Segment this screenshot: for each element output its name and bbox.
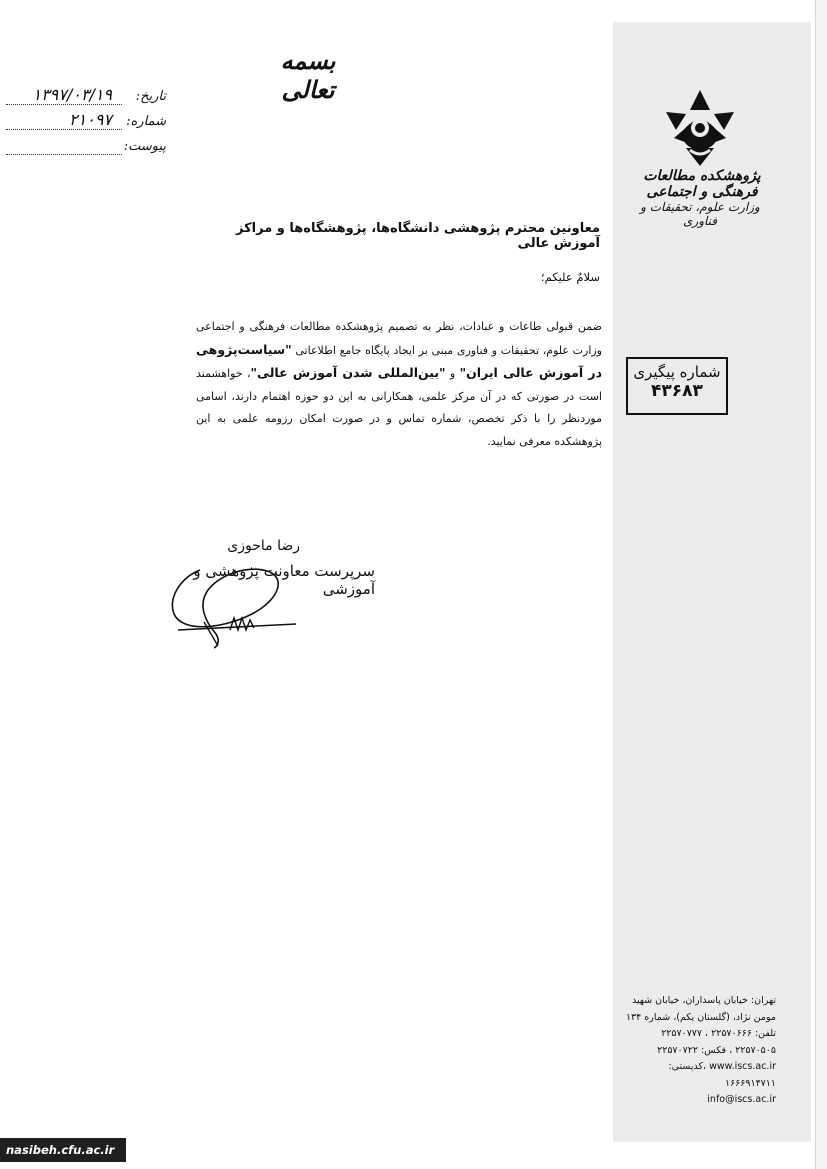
attachment-row xyxy=(6,139,166,157)
watermark-label: nasibeh.cfu.ac.ir xyxy=(0,1138,126,1162)
body-part-1: ضمن قبولی طاعات و عبادات، نظر به تصمیم پژوهشکده مطالعات فرهنگی و اجتماعی وزارت علوم، تحقیقات و فناوری مبنی بر ایجاد پایگاه جامع اطلاعاتی xyxy=(196,320,602,357)
ministry-name: وزارت علوم، تحقیقات و فناوری xyxy=(640,200,760,228)
date-row xyxy=(6,85,166,107)
address-website: www.iscs.ac.ir ،کدپستی: ۱۶۶۶۹۱۴۷۱۱ xyxy=(668,1061,776,1089)
body-part-2: و xyxy=(445,367,460,380)
institute-name: پژوهشکده مطالعات فرهنگی و اجتماعی xyxy=(643,168,761,200)
greeting: سلامٌ علیکم؛ xyxy=(540,270,600,284)
letter-body xyxy=(196,316,602,453)
attachment-label: پیوست: xyxy=(123,139,166,154)
address-line-2: مومن نژاد، (گلستان یکم)، شماره ۱۳۴ xyxy=(625,1011,776,1023)
address-fax: ۲۲۵۷۰۵۰۵ ، فکس: ۲۲۵۷۰۷۲۲ xyxy=(657,1044,776,1056)
tracking-label: شماره پیگیری xyxy=(633,363,721,381)
date-value: ۱۳۹۷/۰۳/۱۹ xyxy=(32,85,112,104)
body-part-3: ، خواهشمند است در صورتی که در آن مرکز علمی، همکارانی به این دو حوزه اهتمام دارند، اسامی موردنظر را با ذکر تخصص، شماره تماس و در صورت امکان رزومه علمی به این پژوهشکده معرفی نمایید. xyxy=(196,367,602,448)
institute-logo-icon xyxy=(660,88,740,168)
tracking-number: ۴۳۶۸۳ xyxy=(651,381,703,401)
address-phone: تلفن: ۲۲۵۷۰۶۶۶ ، ۲۲۵۷۰۷۷۷ xyxy=(661,1028,776,1039)
handwritten-signature xyxy=(160,560,300,652)
signer-name: رضا ماحوزی xyxy=(227,538,300,554)
address-email: info@iscs.ac.ir xyxy=(707,1094,776,1105)
tracking-box xyxy=(626,357,728,415)
number-value: ۲۱۰۹۷ xyxy=(69,110,112,129)
addressee: معاونین محترم پژوهشی دانشگاه‌ها، پژوهشگاه‌ها و مراکز آموزش عالی xyxy=(236,221,600,251)
body-bold-2: "بین‌المللی شدن آموزش عالی" xyxy=(250,365,446,380)
number-label: شماره: xyxy=(126,114,166,129)
number-row xyxy=(6,110,166,132)
scan-edge xyxy=(815,0,827,1169)
contact-address xyxy=(624,993,776,1109)
signer-title: سرپرست معاونت پژوهشی و آموزشی xyxy=(193,562,375,598)
body-bold-1: "سیاست‌پژوهی در آموزش عالی ایران" xyxy=(196,341,602,380)
bismillah-heading: بسمه تعالی xyxy=(280,46,336,104)
date-label: تاریخ: xyxy=(135,89,166,104)
address-line-1: تهران: خیابان پاسداران، خیابان شهید xyxy=(631,995,776,1006)
